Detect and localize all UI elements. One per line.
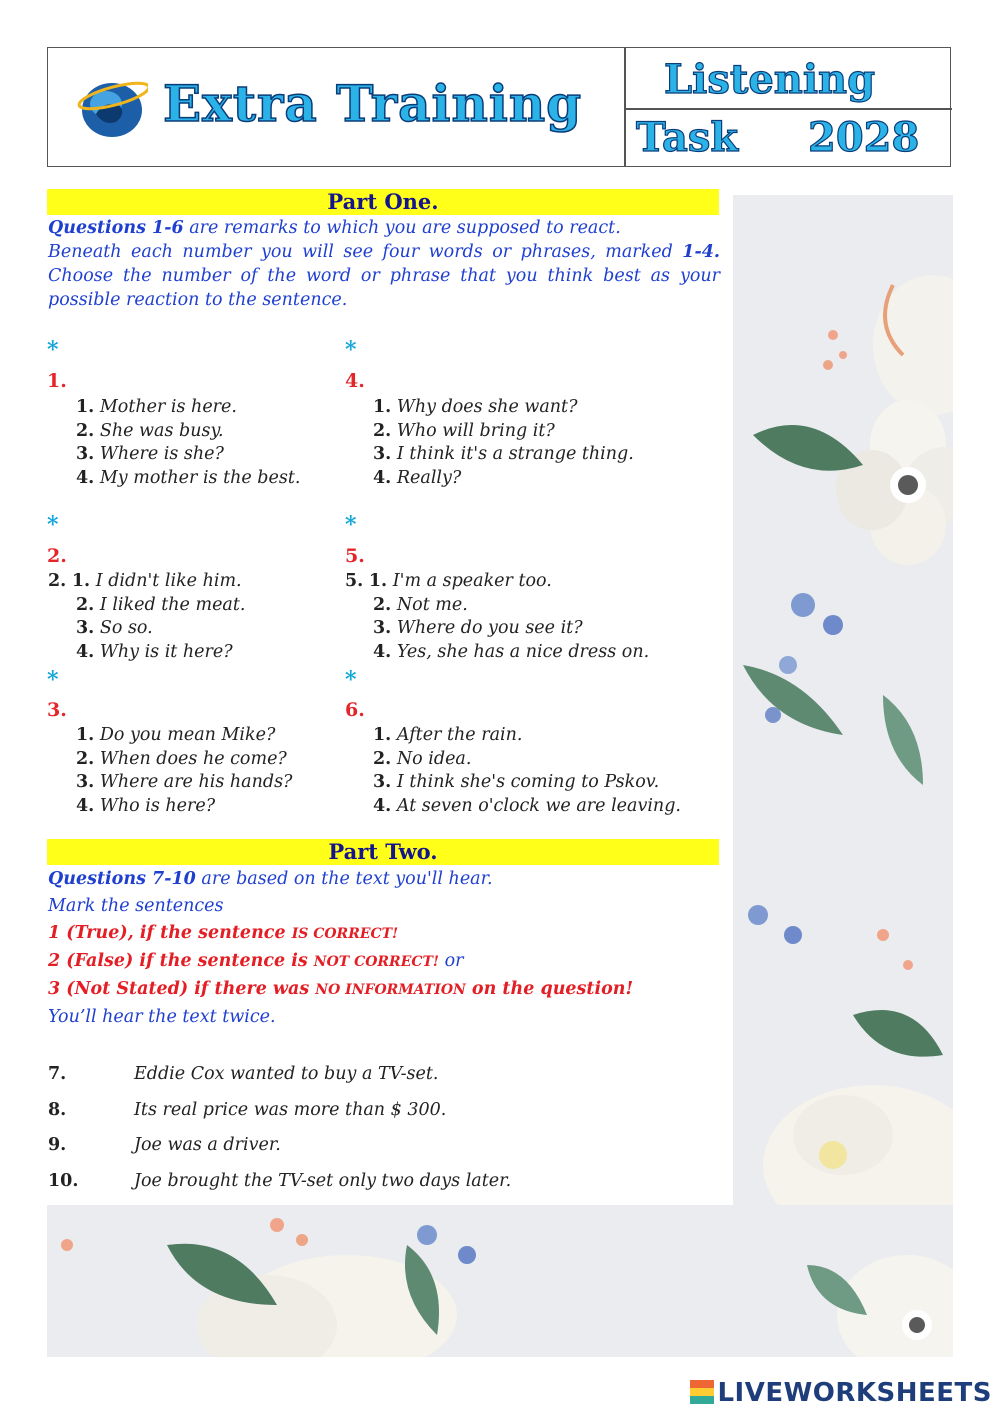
brand-icon [690, 1380, 714, 1404]
instr-text-2: Beneath each number you will see four words or phrases, marked [48, 242, 683, 262]
option[interactable]: 4. Why is it here? [76, 641, 233, 662]
star-marker: * [345, 512, 357, 538]
question-number: 5. [345, 545, 365, 567]
option[interactable]: 1. After the rain. [373, 725, 523, 745]
option[interactable]: 2. Not me. [373, 594, 468, 615]
question-6-options [373, 724, 681, 818]
option[interactable]: 5. 1. I'm a speaker too. [345, 571, 552, 591]
option[interactable]: 2. She was busy. [76, 420, 224, 441]
option[interactable]: 2. No idea. [373, 748, 472, 769]
option[interactable]: 1. Why does she want? [373, 397, 578, 417]
floral-illustration [733, 195, 953, 1205]
option[interactable]: 3. I think it's a strange thing. [373, 444, 634, 464]
part-two-heading: Part Two. [47, 839, 719, 865]
star-marker: * [47, 337, 59, 363]
floral-side-panel [733, 195, 953, 1205]
question-number: 2. [47, 545, 67, 567]
header-box [47, 47, 951, 167]
option[interactable]: 4. At seven o'clock we are leaving. [373, 795, 681, 816]
star-marker: * [345, 337, 357, 363]
instr-questions-range: Questions 1-6 [48, 218, 184, 238]
option[interactable]: 4. Yes, she has a nice dress on. [373, 641, 650, 662]
part-one-heading: Part One. [47, 189, 719, 215]
option[interactable]: 2. When does he come? [76, 748, 287, 769]
question-3-options [76, 724, 292, 818]
part-two-instructions: Questions 7-10 are based on the text you'll hear. Mark the sentences 1 (True), if the sentence IS CORRECT! 2 (False) if the sentence is NOT CORRECT! or 3 (Not Stated) if there was NO INFORMATION on the question! You’ll hear the text twice. [48, 866, 720, 1031]
option[interactable]: 3. Where do you see it? [373, 618, 583, 638]
statement-row[interactable]: 8. Its real price was more than $ 300. [48, 1099, 447, 1120]
option[interactable]: 1. Do you mean Mike? [76, 725, 276, 745]
header-year: 2028 [808, 114, 920, 161]
question-4-options [373, 396, 634, 490]
instr-questions-range: Questions 7-10 [48, 869, 196, 889]
option[interactable]: 2. Who will bring it? [373, 420, 555, 441]
statement-row[interactable]: 10. Joe brought the TV-set only two days later. [48, 1170, 512, 1191]
rule-not-stated: 3 (Not Stated) if there was NO INFORMATION on the question! [48, 979, 634, 999]
header-divider-vertical [624, 48, 626, 166]
header-title: Extra Training [163, 74, 583, 133]
question-1-options [76, 396, 300, 490]
question-2-options [48, 570, 245, 664]
globe-icon [76, 74, 148, 140]
option[interactable]: 3. So so. [76, 618, 153, 638]
hear-twice: You’ll hear the text twice. [48, 1007, 276, 1027]
option[interactable]: 3. I think she's coming to Pskov. [373, 772, 660, 792]
rule-true: 1 (True), if the sentence IS CORRECT! [48, 923, 399, 943]
statement-row[interactable]: 9. Joe was a driver. [48, 1135, 281, 1155]
star-marker: * [47, 512, 59, 538]
option[interactable]: 1. Mother is here. [76, 397, 237, 417]
rule-false: 2 (False) if the sentence is NOT CORRECT! or [48, 951, 464, 971]
option[interactable]: 2. 1. I didn't like him. [48, 571, 242, 591]
question-number: 6. [345, 699, 365, 721]
floral-bottom-illustration [47, 1205, 953, 1357]
instr-text-1: are remarks to which you are supposed to react. [183, 218, 621, 238]
instr-text-3: Choose the number of the word or phrase that you think best as your possible reaction to the sentence. [48, 266, 720, 310]
option[interactable]: 4. Really? [373, 467, 462, 488]
question-number: 3. [47, 699, 67, 721]
header-task: Task [636, 114, 739, 161]
question-number: 1. [47, 370, 67, 392]
question-number: 4. [345, 370, 365, 392]
option[interactable]: 3. Where are his hands? [76, 772, 293, 792]
floral-bottom-panel [47, 1205, 953, 1357]
star-marker: * [47, 667, 59, 693]
instr-range-2: 1-4. [682, 242, 720, 262]
part-one-instructions [48, 216, 720, 312]
question-5-options [345, 570, 649, 664]
option[interactable]: 3. Where is she? [76, 444, 224, 464]
statements-list [48, 1064, 728, 1206]
star-marker: * [345, 667, 357, 693]
option[interactable]: 2. I liked the meat. [76, 594, 246, 615]
option[interactable]: 4. Who is here? [76, 795, 216, 816]
header-divider-horizontal [624, 108, 952, 110]
header-listening: Listening [664, 56, 876, 103]
mark-sentences: Mark the sentences [48, 896, 224, 916]
statement-row[interactable]: 7. Eddie Cox wanted to buy a TV-set. [48, 1064, 439, 1084]
option[interactable]: 4. My mother is the best. [76, 467, 301, 488]
liveworksheets-logo[interactable]: LIVEWORKSHEETS [690, 1378, 992, 1408]
